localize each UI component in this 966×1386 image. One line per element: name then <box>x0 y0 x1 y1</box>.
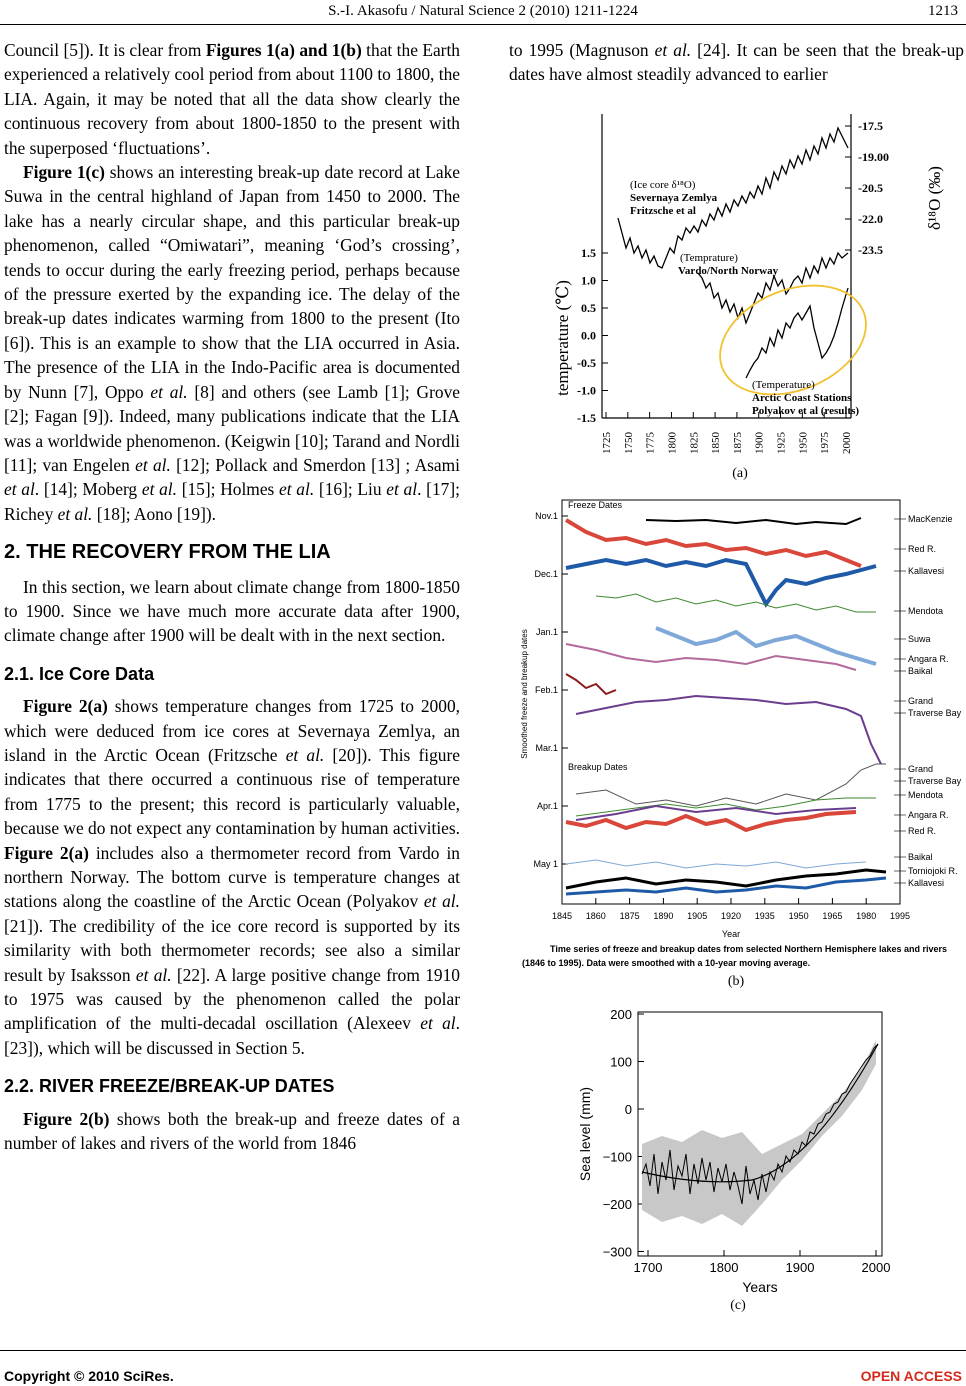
label-temperature: (Temperature) <box>752 379 815 391</box>
figure-2b <box>516 494 962 970</box>
fig-b-caption-line1: Time series of freeze and breakup dates from selected Northern Hemisphere lakes and rivers <box>550 944 947 954</box>
paragraph: to 1995 (Magnuson et al. [24]. It can be seen that the break-up dates have almost steadily advanced to earlier <box>509 40 964 85</box>
y-tick-label: Feb.1 <box>534 685 558 695</box>
y-tick-label: Nov.1 <box>535 511 558 521</box>
left-tick-label: 1.5 <box>581 246 596 260</box>
series-mendota-freeze <box>596 594 876 612</box>
series-label: MacKenzie <box>908 514 953 524</box>
left-axis-label: temperature (℃) <box>553 280 572 396</box>
left-tick-label: -1.0 <box>577 383 596 398</box>
series-label: Mendota <box>908 790 944 800</box>
x-tick-label: 1700 <box>633 1260 663 1275</box>
x-tick-label: 1975 <box>819 432 832 454</box>
x-tick-label: 1995 <box>889 911 911 921</box>
right-tick-label: -20.5 <box>858 181 883 195</box>
series-label: Suwa <box>908 634 931 644</box>
paragraph: In this section, we learn about climate change from 1800-1850 to 1900. Since we have much more accurate data after 1900, climate change after 1900 will be dealt with in the next section. <box>4 576 460 646</box>
right-axis-label: δ¹⁸O (‰) <box>925 166 944 230</box>
series-label: Traverse Bay <box>908 776 962 786</box>
series-label: Angara R. <box>908 654 949 664</box>
figure-caption-a: (a) <box>732 466 748 481</box>
series-label: Torniojoki R. <box>908 866 958 876</box>
series-label: Grand <box>908 696 934 706</box>
series-label: Grand <box>908 764 934 774</box>
y-axis-label: Sea level (mm) <box>577 1086 593 1182</box>
x-tick-label: 1860 <box>585 911 606 921</box>
x-tick-label: 1825 <box>688 432 701 454</box>
right-tick-label: -19.00 <box>858 150 889 164</box>
y-tick-label: −300 <box>602 1244 632 1260</box>
left-tick-label: -0.5 <box>577 356 596 370</box>
arctic-coast-series <box>746 288 848 378</box>
series-grand-traverse-freeze <box>566 674 616 694</box>
x-axis-label: Year <box>721 929 741 939</box>
x-axis-label: Years <box>742 1279 778 1295</box>
right-column <box>509 38 964 87</box>
y-tick-label: Apr.1 <box>536 801 558 811</box>
x-tick-label: 2000 <box>861 1260 891 1275</box>
y-tick-label: −100 <box>602 1149 632 1165</box>
series-label: Kallavesi <box>908 878 945 888</box>
open-access-link[interactable]: OPEN ACCESS <box>860 1368 962 1384</box>
copyright: Copyright © 2010 SciRes. <box>4 1368 174 1384</box>
x-tick-label: 1980 <box>856 911 877 921</box>
series-grand-traverse-2 <box>576 696 881 764</box>
breakup-title: Breakup Dates <box>568 762 628 772</box>
series-mackenzie <box>646 518 861 524</box>
left-tick-label: -1.5 <box>577 411 596 425</box>
uncertainty-band <box>642 1040 876 1226</box>
y-axis-label: Smoothed freeze and breakup dates <box>520 629 529 759</box>
series-label: Red R. <box>908 826 937 836</box>
subsection-heading: 2.2. RIVER FREEZE/BREAK-UP DATES <box>4 1076 335 1097</box>
x-tick-label: 1925 <box>775 432 788 454</box>
y-tick-label: May 1 <box>533 859 558 869</box>
series-label: Traverse Bay <box>908 708 962 718</box>
series-baikal-breakup <box>566 860 866 868</box>
x-tick-label: 1875 <box>619 911 640 921</box>
x-tick-label: 1950 <box>797 432 810 454</box>
page-header <box>0 0 966 26</box>
right-tick-label: -22.0 <box>858 212 883 226</box>
x-tick-label: 1775 <box>644 432 657 454</box>
x-tick-label: 1890 <box>653 911 674 921</box>
footer-rule <box>0 1350 966 1351</box>
figure-2c <box>572 1004 902 1298</box>
label-ice-core: (Ice core δ¹⁸O) <box>630 179 696 191</box>
y-tick-label: Jan.1 <box>535 627 558 637</box>
series-label: Baikal <box>908 852 933 862</box>
left-column <box>4 38 460 1155</box>
series-label: Baikal <box>908 666 933 676</box>
paragraph: Figure 2(a) shows temperature changes from 1725 to 2000, which were deduced from ice cores at Severnaya Zemlya, an island in the Arctic Ocean (Fritzsche et al. [20]). This figure indicates that there occurred a continuous rise of temperature from 1775 to the present; this record is particularly valuable, because we do not expect any contamination by human activities. Figure 2(a) includes also a thermometer record from Vardo in northern Norway. The bottom curve is temperature changes at stations along the coastline of the Arctic Ocean (Polyakov et al. [21]). The credibility of the ice core record is supported by its similarity with both thermometer records; see also a similar result by Isaksson et al. [22]. A large positive change from 1910 to 1975 was caused by the phenomenon called the polar amplification of the multi-decadal oscillation (Alexeev et al. [23]), which will be discussed in Section 5. <box>4 696 460 1058</box>
y-tick-label: Dec.1 <box>534 569 558 579</box>
x-tick-label: 1725 <box>601 432 613 454</box>
x-tick-label: 1875 <box>731 432 744 454</box>
left-tick-label: 1.0 <box>581 273 596 288</box>
fig-b-caption-line2: (1846 to 1995). Data were smoothed with a 10-year moving average. <box>522 958 811 968</box>
left-tick-label: 0.5 <box>581 301 596 315</box>
x-tick-label: 1920 <box>720 911 742 921</box>
figure-caption-c: (c) <box>730 1298 746 1313</box>
right-tick-label: -23.5 <box>858 243 883 257</box>
label-arctic-coast: Arctic Coast Stations <box>752 392 852 404</box>
label-polyakov: Polyakov et al (results) <box>752 405 860 417</box>
x-tick-label: 1750 <box>622 432 635 454</box>
x-tick-label: 2000 <box>841 432 853 454</box>
figure-2a <box>548 108 952 458</box>
label-fritzsche: Fritzsche et al <box>630 205 696 217</box>
x-tick-label: 1845 <box>551 911 573 921</box>
paragraph: Council [5]). It is clear from Figures 1(a) and 1(b) that the Earth experienced a relatively cool period from about 1100 to 1800, the LIA. Again, it may be noted that all the data show clearly the continuous recovery from about 1800-1850 to the present with the superposed ‘fluctuations’. <box>4 40 460 158</box>
figure-caption-b: (b) <box>727 974 745 989</box>
x-tick-label: 1950 <box>788 911 809 921</box>
page-number: 1213 <box>928 3 958 19</box>
x-tick-label: 1800 <box>666 432 679 454</box>
running-title: S.-I. Akasofu / Natural Science 2 (2010) 1211-1224 <box>328 3 638 19</box>
series-label: Angara R. <box>908 810 949 820</box>
left-tick-label: 0.0 <box>581 328 596 343</box>
label-vardo: Vardo/North Norway <box>678 265 779 277</box>
x-tick-label: 1900 <box>753 432 766 454</box>
y-tick-label: 0 <box>624 1102 632 1117</box>
y-tick-label: 200 <box>610 1007 632 1022</box>
header-rule <box>0 24 966 25</box>
series-label: Red R. <box>908 544 937 554</box>
x-tick-label: 1900 <box>785 1260 815 1275</box>
paragraph: Figure 2(b) shows both the break-up and freeze dates of a number of lakes and rivers of the world from 1846 <box>4 1108 460 1154</box>
label-severnaya: Severnaya Zemlya <box>630 192 718 204</box>
paragraph: Figure 1(c) shows an interesting break-up date record at Lake Suwa in the central highland of Japan from 1450 to 2000. The lake has a nearly circular shape, and this particular break-up phenomenon, called “Omiwatari”, meaning ‘God’s crossing’, tends to occur during the early freezing period, perhaps because of the pressure exerted by the expanding ice. The delay of the break-up dates indicates warming from 1800 to the present (Ito [6]). This is an example to show that the LIA occurred in Asia. The presence of the LIA in the Indo-Pacific area is documented by Nunn [7], Oppo et al. [8] and others (see Lamb [1]; Grove [2]; Fagan [9]). Indeed, many publications indicate that the LIA was a worldwide phenomenon. (Keigwin [10]; Tarand and Nordli [11]; van Engelen et al. [12]; Pollack and Smerdon [13] ; Asami et al. [14]; Moberg et al. [15]; Holmes et al. [16]; Liu et al. [17]; Richey et al. [18]; Aono [19]). <box>4 162 460 524</box>
x-tick-label: 1965 <box>822 911 843 921</box>
series-torniojoki <box>566 870 886 888</box>
x-tick-label: 1935 <box>754 911 775 921</box>
y-tick-label: −200 <box>602 1197 632 1212</box>
series-baikal-freeze <box>566 644 856 670</box>
y-tick-label: 100 <box>610 1054 632 1070</box>
freeze-title: Freeze Dates <box>568 500 623 510</box>
subsection-heading: 2.1. Ice Core Data <box>4 663 155 684</box>
y-tick-label: Mar.1 <box>535 743 558 753</box>
x-tick-label: 1905 <box>687 911 708 921</box>
series-label: Mendota <box>908 606 944 616</box>
x-tick-label: 1850 <box>710 432 723 454</box>
right-tick-label: -17.5 <box>858 119 883 133</box>
series-label: Kallavesi <box>908 566 945 576</box>
x-tick-label: 1800 <box>709 1260 739 1275</box>
section-heading: 2. THE RECOVERY FROM THE LIA <box>4 541 331 564</box>
label-temprature: (Temprature) <box>680 252 738 264</box>
